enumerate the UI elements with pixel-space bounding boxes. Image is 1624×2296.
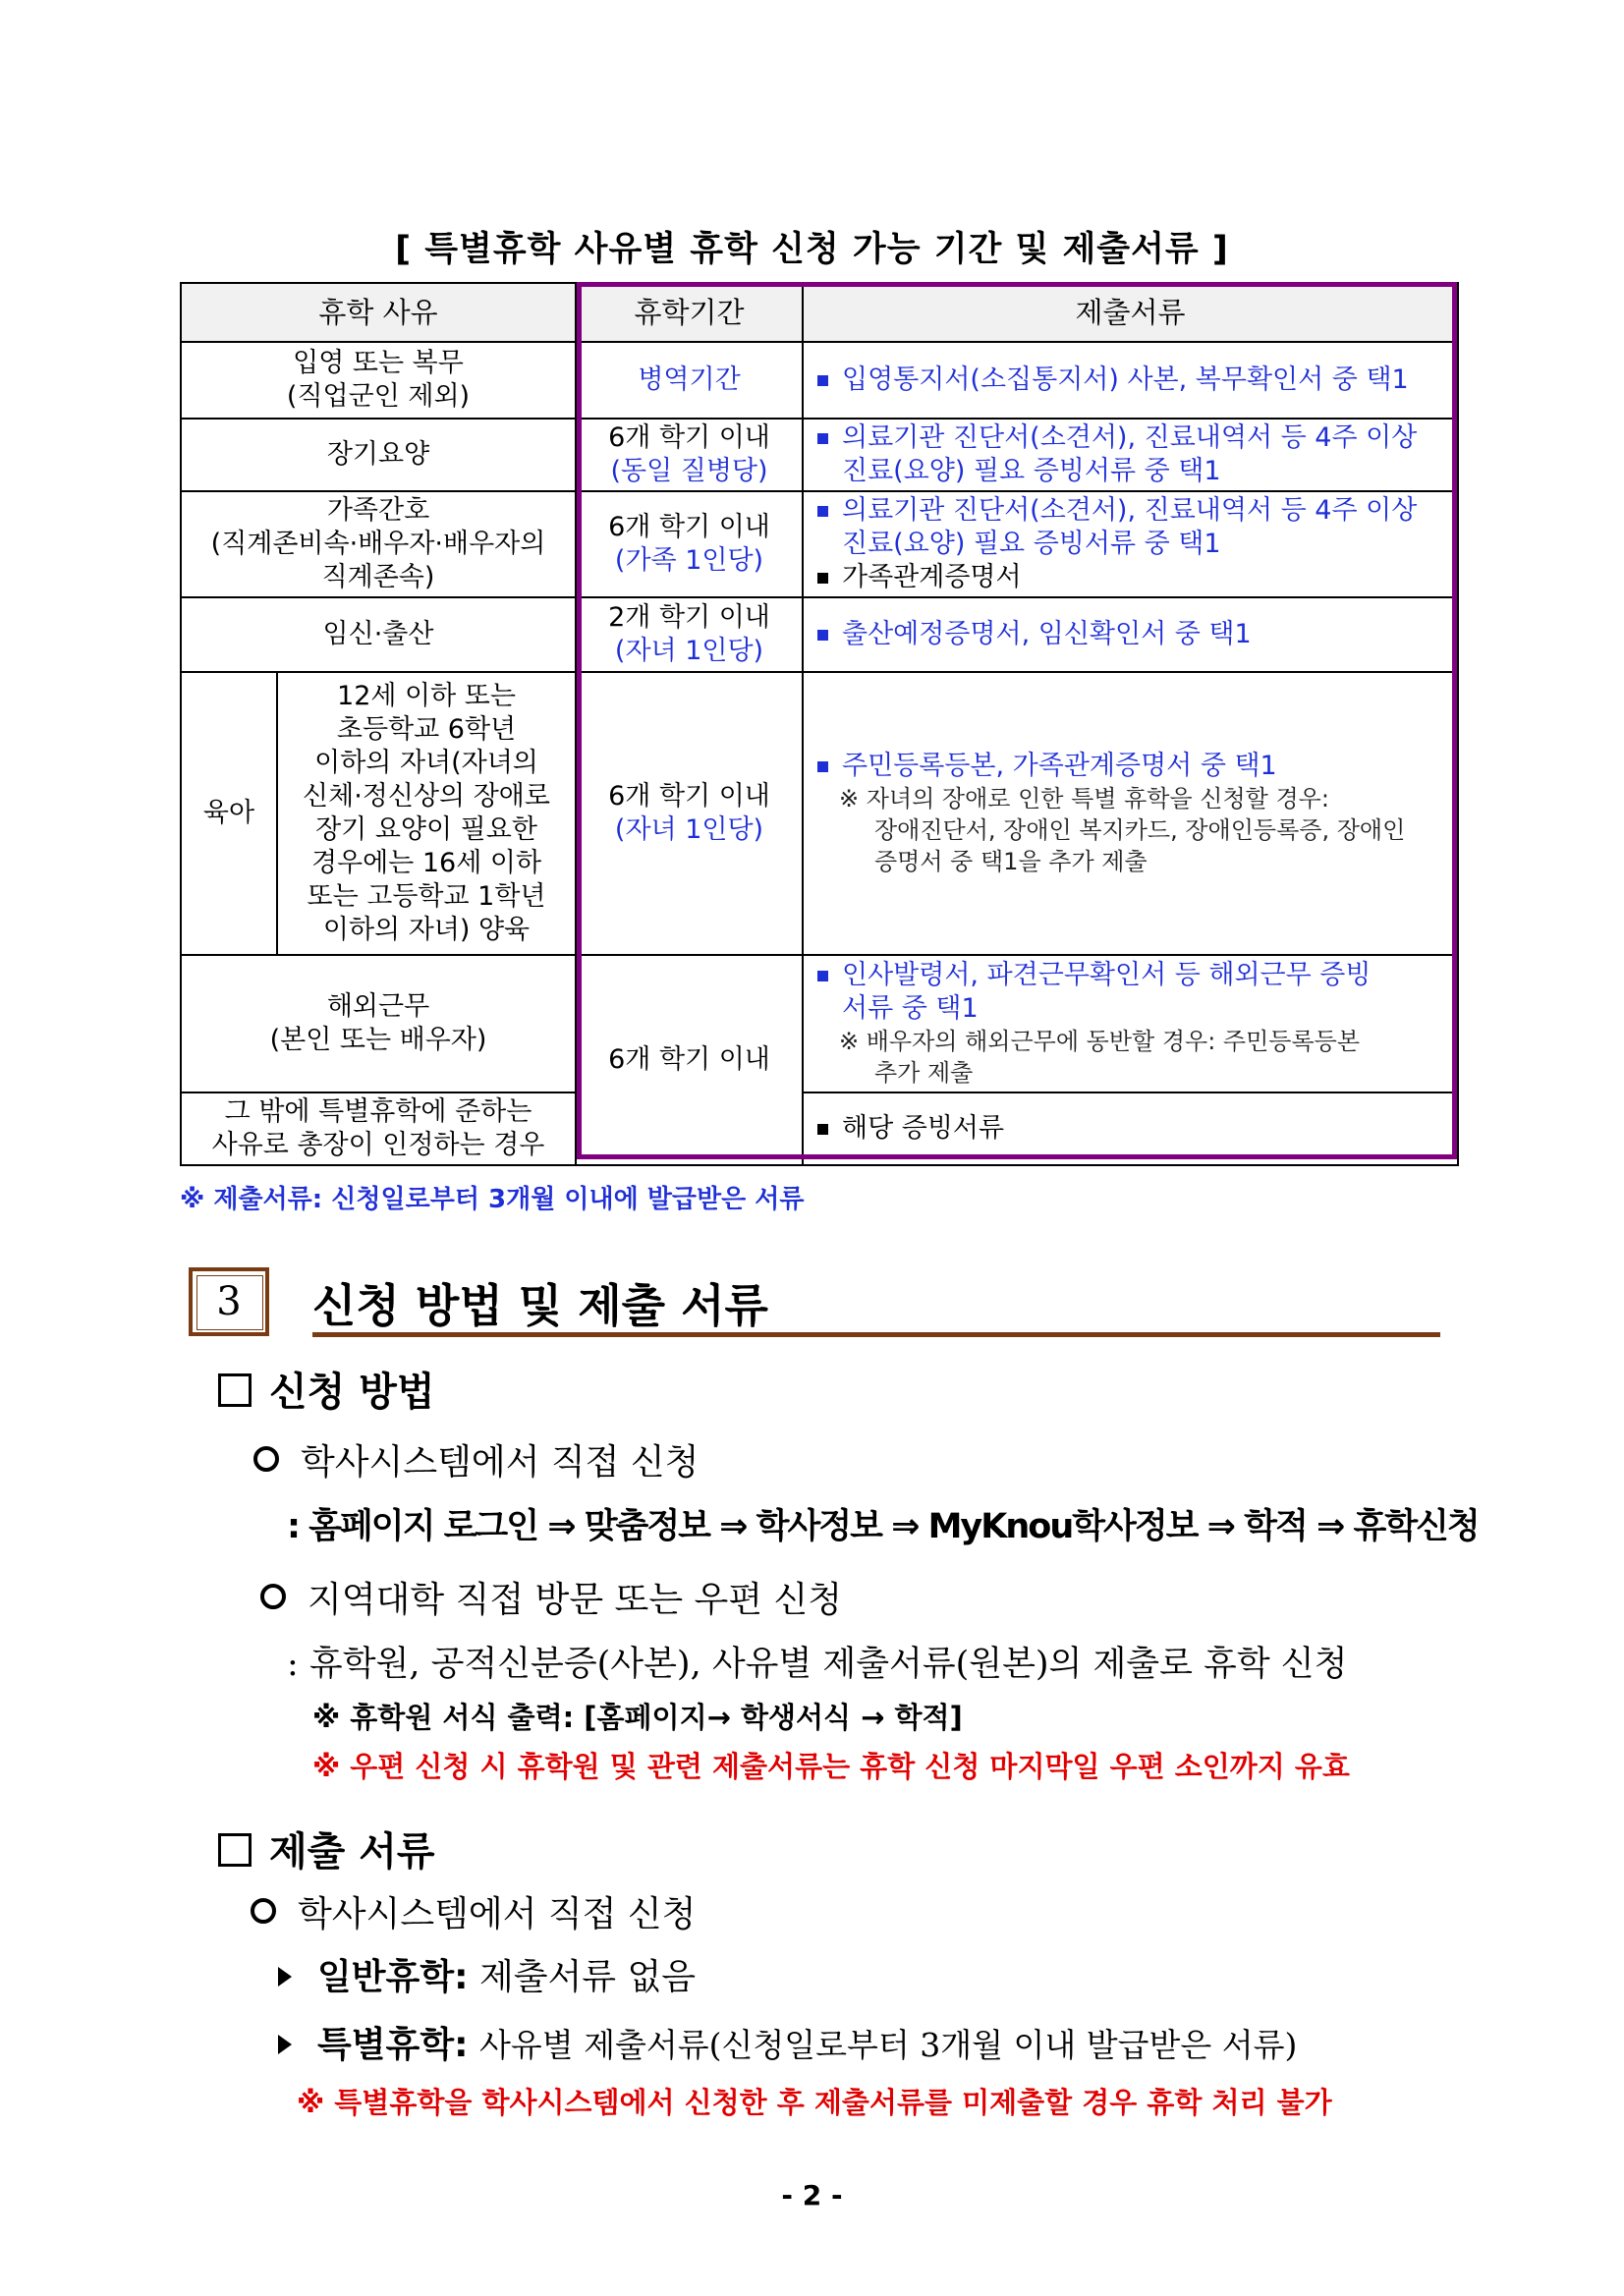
reason-cell xyxy=(181,1092,576,1165)
note-text: 장애진단서, 장애인 복지카드, 장애인등록증, 장애인 xyxy=(874,816,1406,844)
reason-text: 사유로 총장이 인정하는 경우 xyxy=(211,1130,545,1160)
reason-text: 입영 또는 복무 xyxy=(293,348,464,378)
bullet-square-icon xyxy=(817,1124,828,1135)
reason-text: 이하의 자녀(자녀의 xyxy=(314,748,538,778)
docs-heading xyxy=(218,1820,435,1876)
docs-cell xyxy=(803,955,1458,1092)
doc-text: 인사발령서, 파견근무확인서 등 해외근무 증빙 xyxy=(842,960,1372,990)
reason-text: 신체·정신상의 장애로 xyxy=(303,781,550,812)
docs-cell xyxy=(803,342,1458,419)
section-underline xyxy=(312,1332,1440,1337)
reason-text: 직계존속) xyxy=(321,562,435,592)
docs-cell xyxy=(803,1092,1458,1165)
reason-text: 가족간호 xyxy=(326,495,430,526)
doc-text: 입영통지서(소집통지서) 사본, 복무확인서 중 택1 xyxy=(842,364,1409,395)
table-row-other xyxy=(181,1092,1458,1165)
doc-text: 해당 증빙서류 xyxy=(842,1113,1005,1144)
table-footnote: ※ 제출서류: 신청일로부터 3개월 이내에 발급받은 서류 xyxy=(180,1185,805,1214)
reason-cell xyxy=(181,342,576,419)
bullet-square-icon xyxy=(817,761,828,772)
period-text: (자녀 1인당) xyxy=(614,814,764,845)
period-cell xyxy=(576,597,803,672)
note-text: ※ 자녀의 장애로 인한 특별 휴학을 신청할 경우: xyxy=(839,785,1329,812)
doc-text: 서류 중 택1 xyxy=(842,993,979,1024)
reason-cell xyxy=(181,955,576,1092)
circle-bullet-icon xyxy=(253,1446,279,1472)
online-path: : 홈페이지 로그인 ⇒ 맞춤정보 ⇒ 학사정보 ⇒ MyKnou학사정보 ⇒ 학적 ⇒ 휴학신청 xyxy=(287,1507,1479,1546)
reason-text: (직계존비속·배우자·배우자의 xyxy=(210,529,546,559)
checkbox-square-icon xyxy=(218,1373,252,1407)
value-text: 제출서류 없음 xyxy=(478,1957,697,1997)
period-text: 6개 학기 이내 xyxy=(608,512,770,542)
docs-cell xyxy=(803,597,1458,672)
period-cell xyxy=(576,419,803,491)
period-cell xyxy=(576,491,803,597)
reason-text: 초등학교 6학년 xyxy=(336,714,517,745)
mail-application-note: ※ 우편 신청 시 휴학원 및 관련 제출서류는 휴학 신청 마지막일 우편 소인까지 유효 xyxy=(312,1750,1350,1783)
bullet-square-icon xyxy=(817,506,828,517)
table-row-medical xyxy=(181,419,1458,491)
category-cell: 육아 xyxy=(181,672,277,955)
note-text: 추가 제출 xyxy=(874,1059,974,1087)
offline-description: : 휴학원, 공적신분증(사본), 사유별 제출서류(원본)의 제출로 휴학 신청 xyxy=(287,1645,1348,1684)
doc-text: 출산예정증명서, 임신확인서 중 택1 xyxy=(842,619,1252,649)
reason-text: (본인 또는 배우자) xyxy=(269,1025,487,1055)
bullet-square-icon xyxy=(817,573,828,584)
reason-cell xyxy=(277,672,576,955)
heading-text: 학사시스템에서 직접 신청 xyxy=(298,1894,697,1934)
reason-text: 또는 고등학교 1학년 xyxy=(307,881,546,912)
method-heading xyxy=(218,1361,435,1417)
docs-cell xyxy=(803,491,1458,597)
reason-cell xyxy=(181,491,576,597)
online-method-title xyxy=(253,1434,699,1484)
doc-text: 진료(요양) 필요 증빙서류 중 택1 xyxy=(842,529,1221,559)
reason-text: 그 밖에 특별휴학에 준하는 xyxy=(224,1096,532,1127)
general-leave-line xyxy=(278,1949,696,1999)
circle-bullet-icon xyxy=(260,1584,286,1609)
header-reason: 휴학 사유 xyxy=(181,283,576,342)
section-number: 3 xyxy=(189,1267,269,1336)
table-header-row xyxy=(181,283,1458,342)
period-text: (동일 질병당) xyxy=(610,456,768,486)
reason-text: 이하의 자녀) 양육 xyxy=(322,915,531,945)
header-docs: 제출서류 xyxy=(803,283,1458,342)
offline-method-title xyxy=(260,1572,842,1622)
circle-bullet-icon xyxy=(251,1898,276,1924)
period-text: 2개 학기 이내 xyxy=(608,602,770,633)
page-number: - 2 - xyxy=(781,2179,843,2212)
table-row-family-care xyxy=(181,491,1458,597)
form-print-note: ※ 휴학원 서식 출력: [홈페이지→ 학생서식 → 학적] xyxy=(312,1701,963,1734)
section-title: 신청 방법 및 제출 서류 xyxy=(312,1279,768,1332)
table-row-military xyxy=(181,342,1458,419)
table-row-pregnancy xyxy=(181,597,1458,672)
docs-cell xyxy=(803,419,1458,491)
doc-text: 가족관계증명서 xyxy=(842,562,1022,592)
reason-text: (직업군인 제외) xyxy=(286,381,471,412)
reason-text: 장기 요양이 필요한 xyxy=(315,814,537,845)
special-leave-line xyxy=(278,2017,1297,2067)
reason-text: 해외근무 xyxy=(326,991,430,1022)
period-cell: 6개 학기 이내 xyxy=(576,955,803,1165)
reason-text: 경우에는 16세 이하 xyxy=(310,848,542,878)
reason-cell: 장기요양 xyxy=(181,419,576,491)
docs-cell xyxy=(803,672,1458,955)
bullet-square-icon xyxy=(817,375,828,386)
period-text: (가족 1인당) xyxy=(614,545,764,576)
period-cell xyxy=(576,672,803,955)
heading-text: 지역대학 직접 방문 또는 우편 신청 xyxy=(308,1580,843,1620)
bullet-square-icon xyxy=(817,433,828,444)
bullet-square-icon xyxy=(817,971,828,981)
bullet-square-icon xyxy=(817,630,828,641)
heading-text: 제출 서류 xyxy=(269,1829,435,1875)
value-text: 사유별 제출서류(신청일로부터 3개월 이내 발급받은 서류) xyxy=(478,2026,1298,2064)
heading-text: 학사시스템에서 직접 신청 xyxy=(301,1442,700,1483)
period-text: 6개 학기 이내 xyxy=(608,422,770,453)
period-text: 6개 학기 이내 xyxy=(608,781,770,812)
triangle-bullet-icon xyxy=(278,2035,292,2054)
triangle-bullet-icon xyxy=(278,1967,292,1987)
special-leave-table xyxy=(180,282,1459,1166)
header-period: 휴학기간 xyxy=(576,283,803,342)
doc-text: 의료기관 진단서(소견서), 진료내역서 등 4주 이상 xyxy=(842,495,1418,526)
period-cell: 병역기간 xyxy=(576,342,803,419)
reason-cell: 임신·출산 xyxy=(181,597,576,672)
reason-text: 12세 이하 또는 xyxy=(337,681,516,711)
table-row-childcare xyxy=(181,672,1458,955)
table-title: [ 특별휴학 사유별 휴학 신청 가능 기간 및 제출서류 ] xyxy=(395,230,1229,269)
heading-text: 신청 방법 xyxy=(269,1370,435,1415)
note-text: 증명서 중 택1을 추가 제출 xyxy=(874,848,1148,875)
note-text: ※ 배우자의 해외근무에 동반할 경우: 주민등록등본 xyxy=(839,1028,1361,1055)
label-text: 특별휴학: xyxy=(317,2025,469,2065)
label-text: 일반휴학: xyxy=(317,1957,469,1997)
doc-text: 진료(요양) 필요 증빙서류 중 택1 xyxy=(842,456,1221,486)
checkbox-square-icon xyxy=(218,1833,252,1867)
table-row-overseas xyxy=(181,955,1458,1092)
period-text: (자녀 1인당) xyxy=(614,636,764,666)
doc-text: 주민등록등본, 가족관계증명서 중 택1 xyxy=(842,751,1277,781)
doc-text: 의료기관 진단서(소견서), 진료내역서 등 4주 이상 xyxy=(842,422,1418,453)
docs-online-title xyxy=(251,1886,696,1936)
special-leave-warning: ※ 특별휴학을 학사시스템에서 신청한 후 제출서류를 미제출할 경우 휴학 처리 불가 xyxy=(297,2086,1332,2119)
